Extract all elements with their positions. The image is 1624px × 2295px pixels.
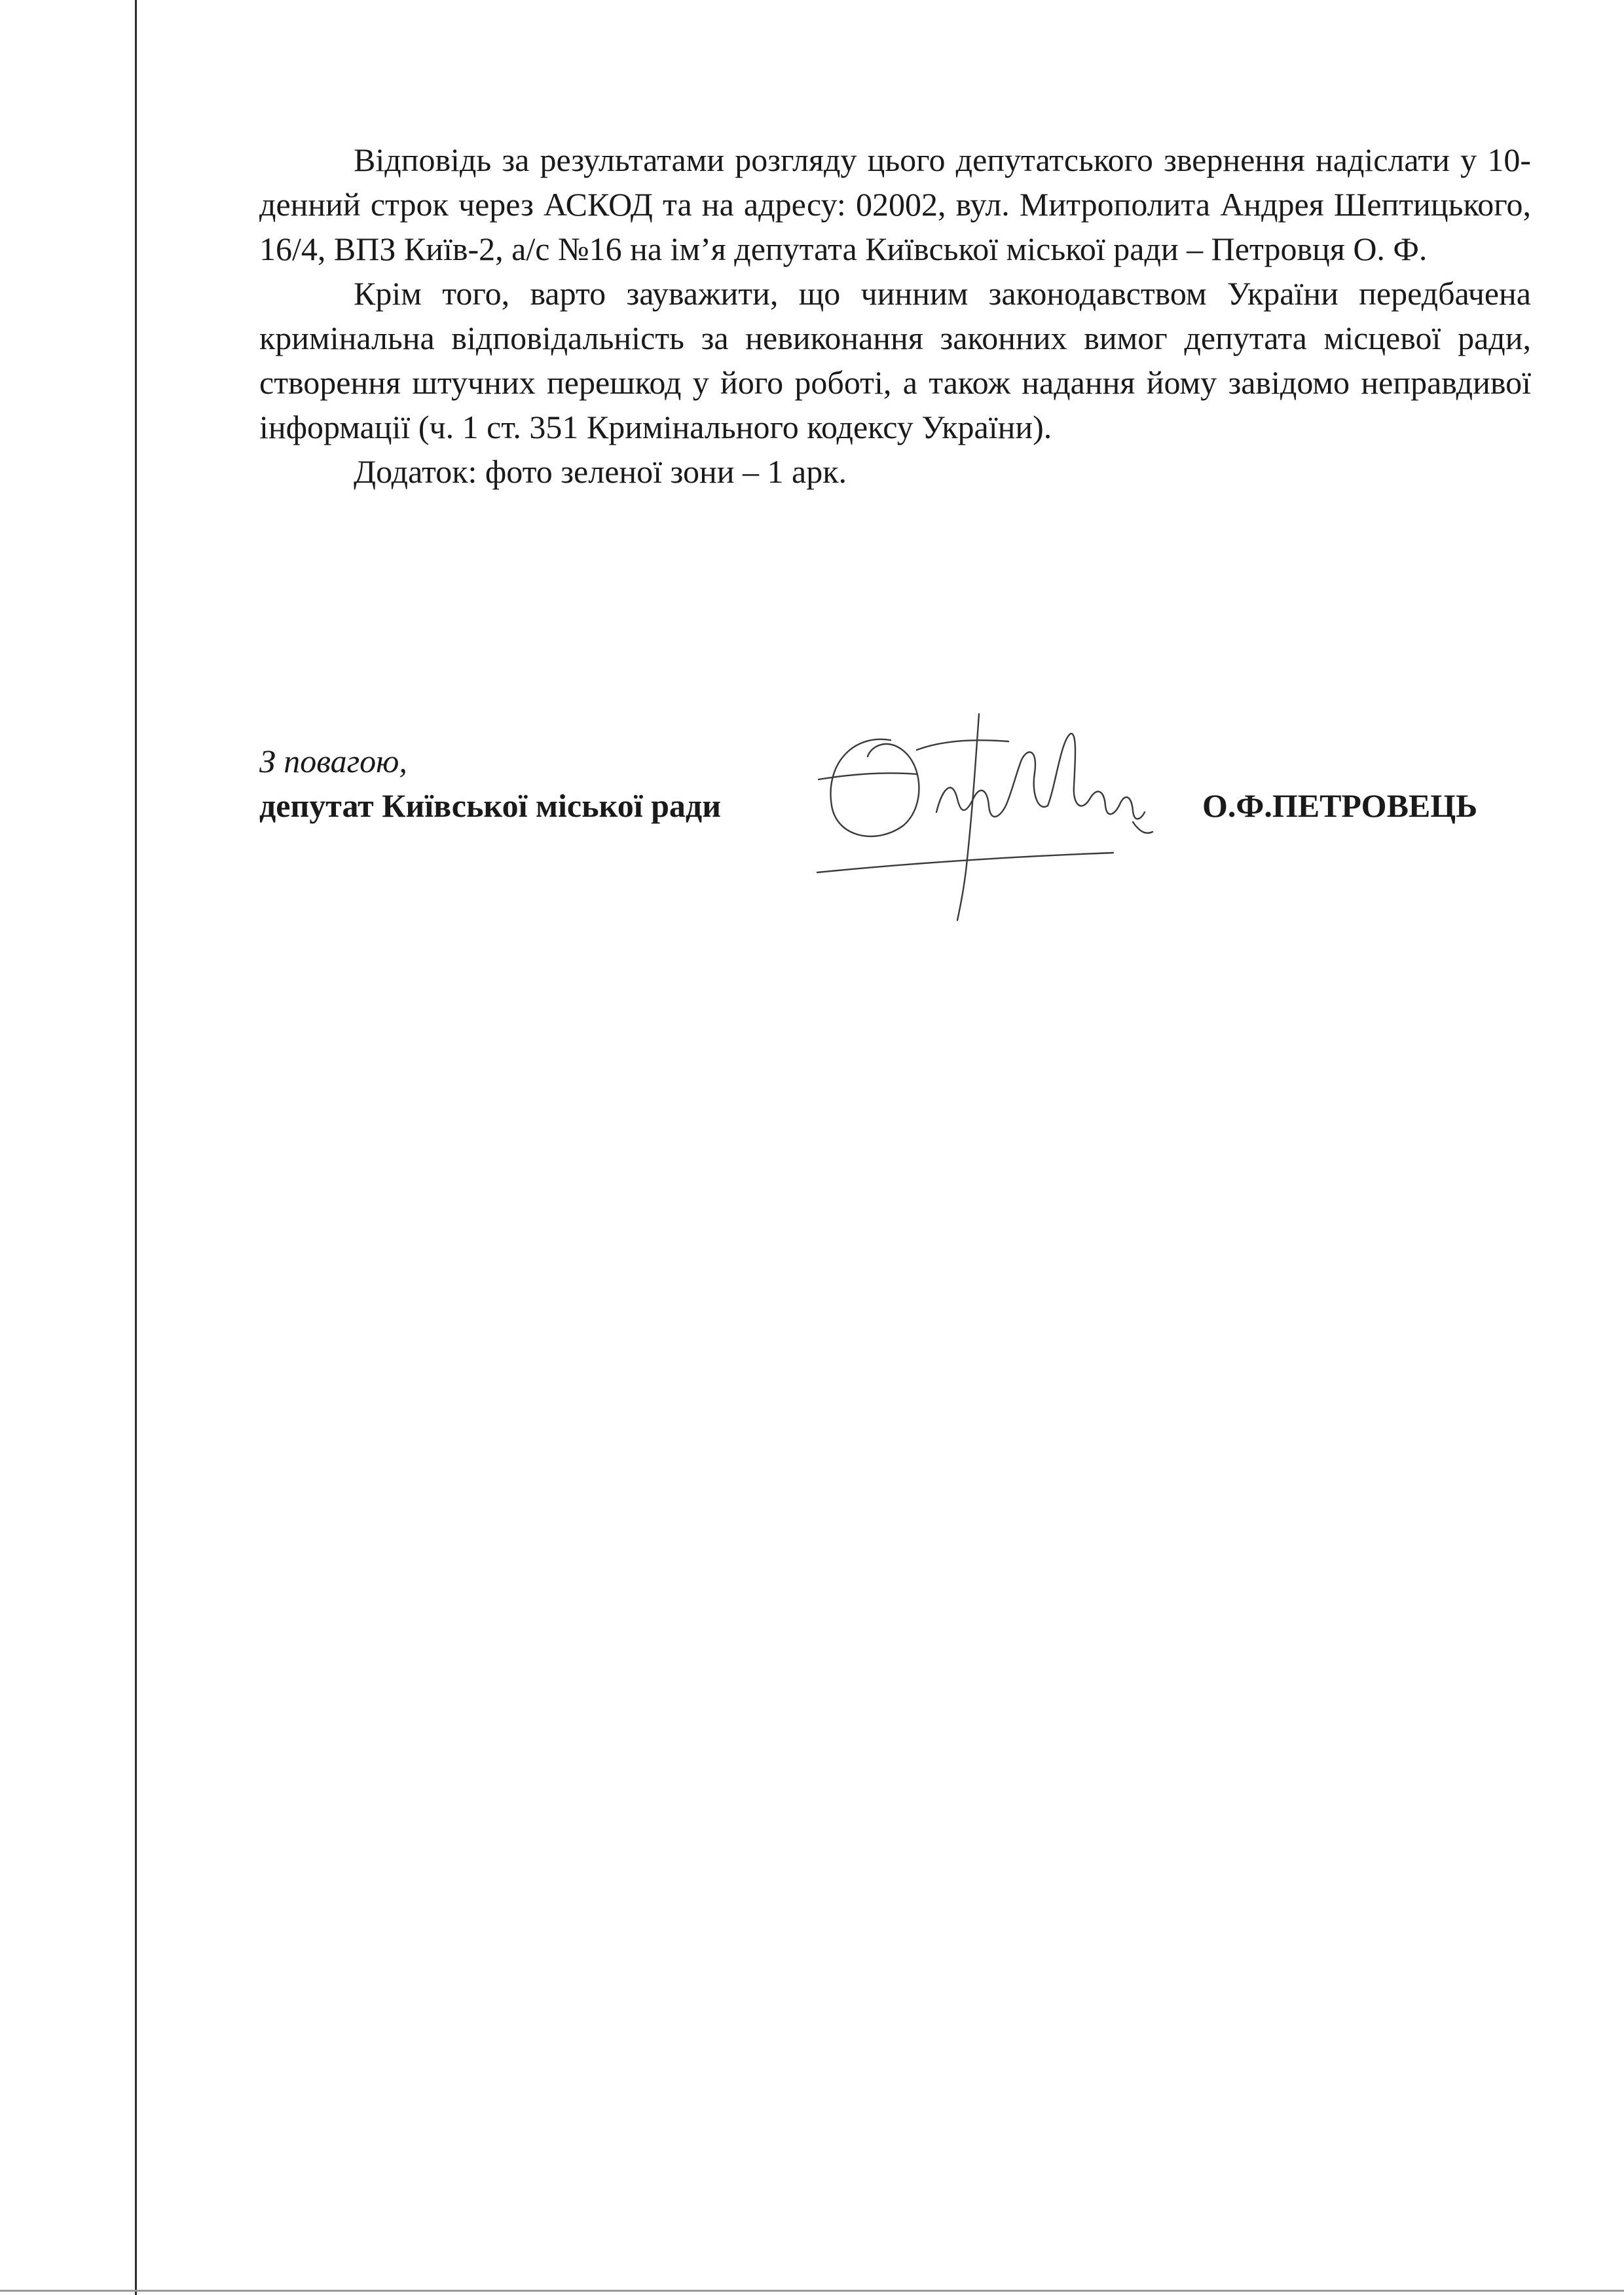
binding-edge-line [135, 0, 137, 2295]
regards-line: З повагою, [259, 743, 407, 779]
signer-name: О.Ф.ПЕТРОВЕЦЬ [1202, 787, 1478, 824]
letter-body [259, 138, 1531, 494]
attachment-line: Додаток: фото зеленої зони – 1 арк. [354, 453, 847, 490]
response-request-paragraph: Відповідь за результатами розгляду цього депутатського звернення надіслати у 10-денний строк через АСКОД та на адресу: 02002, вул. Митрополита Андрея Шептицького, 16/4, ВПЗ Київ-2, а/с №16 на ім’я депутата Київської міської ради – Петровця О. Ф. [259, 141, 1531, 267]
signer-position: депутат Київської міської ради [259, 787, 722, 824]
closing-block [259, 739, 721, 828]
legal-notice-paragraph: Крім того, варто зауважити, що чинним законодавством України передбачена кримінальна відповідальність за невиконання законних вимог депутата місцевої ради, створення штучних перешкод у його роботі, а також надання йому завідомо неправдивої інформації (ч. 1 ст. 351 Кримінального кодексу України). [259, 275, 1531, 445]
page-bottom-edge [0, 2290, 1624, 2292]
handwritten-signature [812, 701, 1205, 924]
